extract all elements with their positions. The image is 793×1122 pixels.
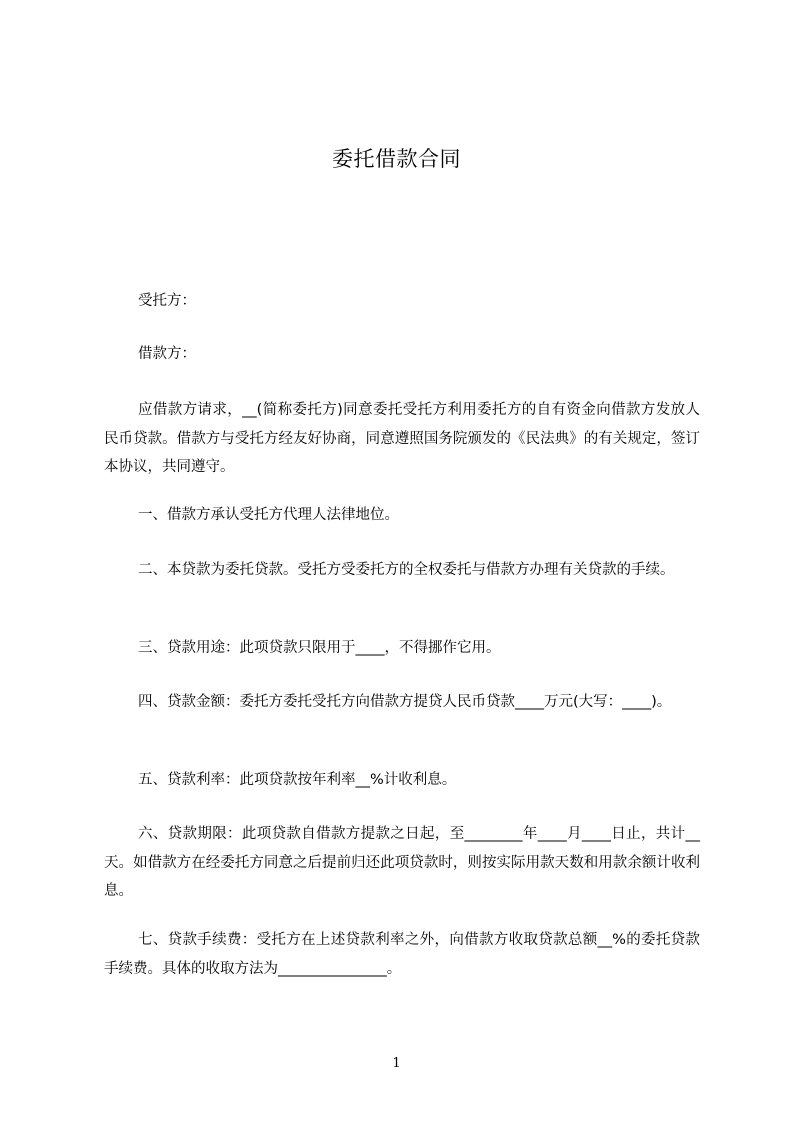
document-title: 委托借款合同 xyxy=(332,147,461,171)
clause-2: 二、本贷款为委托贷款。受托方受委托方的全权委托与借款方办理有关贷款的手续。 xyxy=(138,562,675,578)
trustee-line: 受托方： xyxy=(138,293,196,309)
clause-6: 六、贷款期限：此项贷款自借款方提款之日起，至________年____月____日止，共计__天。如借款方在经委托方同意之后提前归还此项贷款时，则按实际用款天数和用款余额计收利息。 xyxy=(104,826,700,899)
clause-5: 五、贷款利率：此项贷款按年利率__%计收利息。 xyxy=(138,772,457,788)
borrower-line: 借款方： xyxy=(138,346,196,362)
page-number: 1 xyxy=(392,1056,401,1071)
clause-3: 三、贷款用途：此项贷款只限用于____，不得挪作它用。 xyxy=(138,640,501,656)
clause-1: 一、借款方承认受托方代理人法律地位。 xyxy=(138,507,399,523)
clause-7: 七、贷款手续费：受托方在上述贷款利率之外，向借款方收取贷款总额__%的委托贷款手续费。具体的收取方法为_______________。 xyxy=(104,932,700,977)
intro-paragraph: 应借款方请求，__(简称委托方)同意委托受托方利用委托方的自有资金向借款方发放人民币贷款。借款方与受托方经友好协商，同意遵照国务院颁发的《民法典》的有关规定，签订本协议，共同遵守。 xyxy=(104,402,700,475)
clause-4: 四、贷款金额：委托方委托受托方向借款方提贷人民币贷款____万元(大写：____)。 xyxy=(138,694,672,710)
